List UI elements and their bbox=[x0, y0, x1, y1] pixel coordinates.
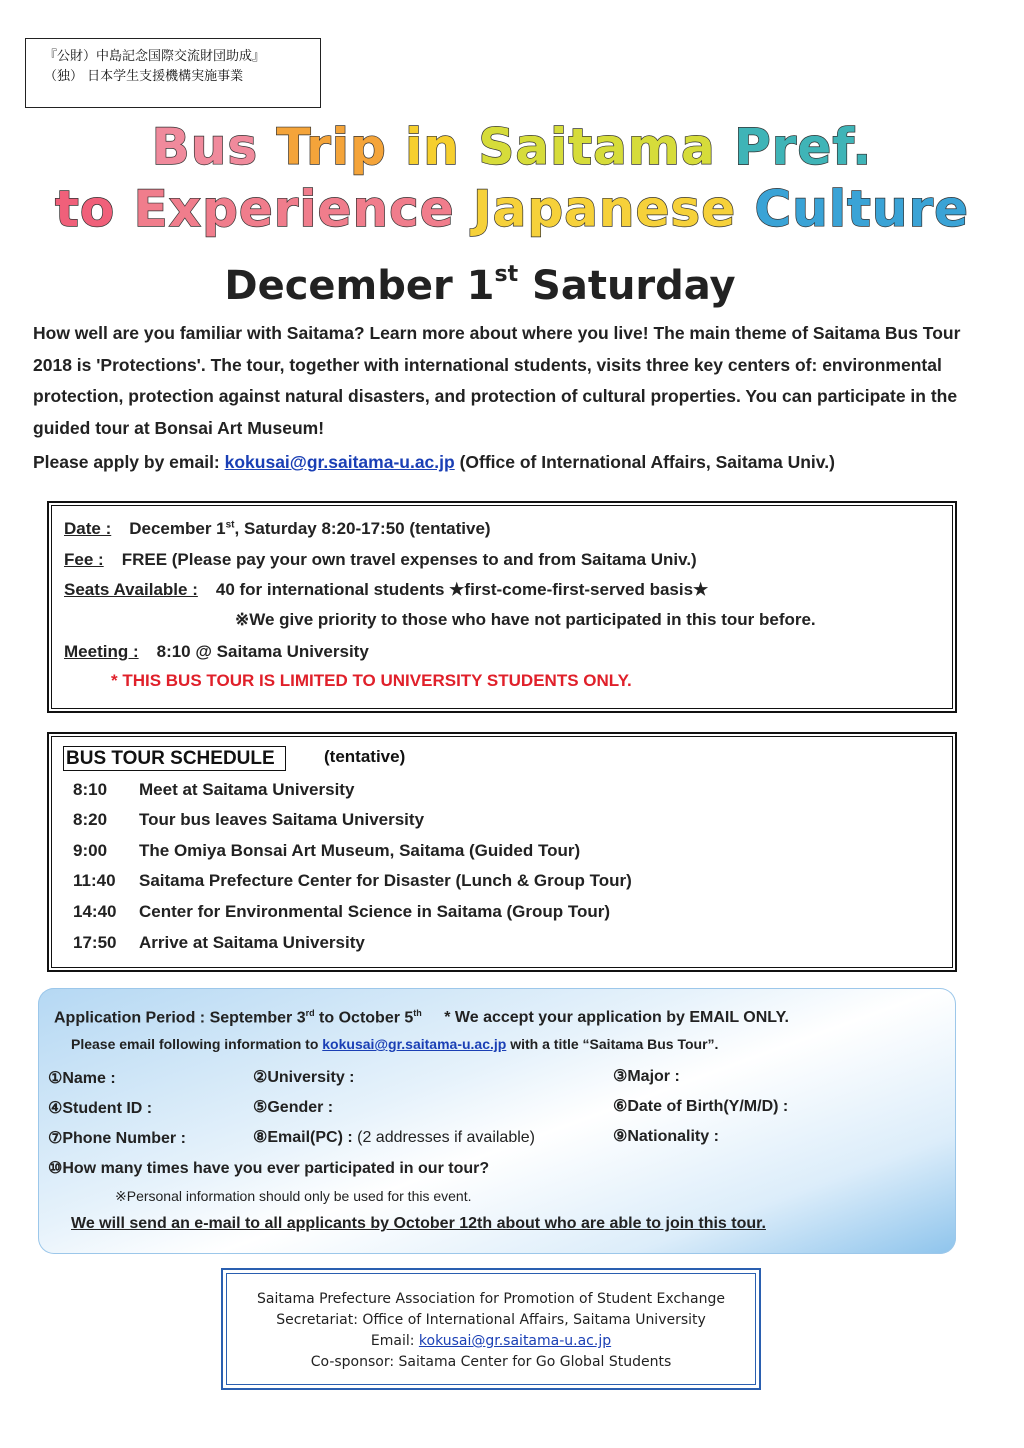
field-times: ⑩How many times have you ever participated in our tour? bbox=[48, 1160, 490, 1177]
privacy-note: ※Personal information should only be used for this event. bbox=[115, 1188, 472, 1204]
field-dob: ⑥Date of Birth(Y/M/D) : bbox=[613, 1098, 789, 1115]
title-word-in: in bbox=[405, 118, 460, 176]
title-word-culture: Culture bbox=[754, 180, 970, 238]
details-box bbox=[47, 501, 957, 713]
application-period: Application Period : September 3rd to October 5th * We accept your application by EMAIL ONLY. bbox=[54, 1008, 789, 1027]
application-instructions: Please email following information to kokusai@gr.saitama-u.ac.jp with a title “Saitama Bus Tour”. bbox=[71, 1036, 719, 1052]
title-word-pref: Pref. bbox=[734, 118, 873, 176]
field-university: ②University : bbox=[253, 1069, 355, 1086]
field-nationality: ⑨Nationality : bbox=[613, 1128, 719, 1145]
schedule-row: 14:40 Center for Environmental Science in Saitama (Group Tour) bbox=[73, 902, 611, 921]
date-row: Date : December 1st, Saturday 8:20-17:50 (tentative) bbox=[64, 519, 491, 538]
title-line-2 bbox=[0, 180, 1024, 238]
title-word-to: to bbox=[54, 180, 116, 238]
apply-email-link[interactable]: kokusai@gr.saitama-u.ac.jp bbox=[224, 452, 455, 472]
schedule-row: 8:20 Tour bus leaves Saitama University bbox=[73, 810, 425, 829]
field-phone: ⑦Phone Number : bbox=[48, 1130, 186, 1147]
seats-row: Seats Available : 40 for international students ★first-come-first-served basis★ bbox=[64, 580, 709, 599]
application-box bbox=[38, 988, 956, 1254]
schedule-title: BUS TOUR SCHEDULE bbox=[63, 746, 286, 771]
title-word-experience: Experience bbox=[133, 180, 455, 238]
meeting-row: Meeting : 8:10 @ Saitama University bbox=[64, 642, 369, 661]
sponsor-line-2: （独） 日本学生支援機構実施事業 bbox=[44, 69, 244, 84]
organizer-email-link[interactable]: kokusai@gr.saitama-u.ac.jp bbox=[418, 1333, 612, 1349]
organizer-box bbox=[221, 1268, 761, 1390]
schedule-row: 8:10 Meet at Saitama University bbox=[73, 780, 355, 799]
application-email-link[interactable]: kokusai@gr.saitama-u.ac.jp bbox=[322, 1036, 507, 1052]
title-word-trip: Trip bbox=[276, 118, 387, 176]
organizer-line-1: Saitama Prefecture Association for Promotion of Student Exchange bbox=[257, 1291, 725, 1307]
title-word-japanese: Japanese bbox=[473, 180, 737, 238]
organizer-email-line: Email: kokusai@gr.saitama-u.ac.jp bbox=[370, 1333, 612, 1349]
title-word-bus: Bus bbox=[151, 118, 259, 176]
schedule-row: 17:50 Arrive at Saitama University bbox=[73, 933, 365, 952]
field-student-id: ④Student ID : bbox=[48, 1100, 153, 1117]
field-major: ③Major : bbox=[613, 1068, 680, 1085]
organizer-line-4: Co-sponsor: Saitama Center for Go Global Students bbox=[310, 1354, 672, 1370]
date-heading: December 1st Saturday bbox=[224, 262, 736, 309]
intro-paragraph: How well are you familiar with Saitama? Learn more about where you live! The main theme of Saitama Bus Tour 2018 is 'Protections'. The tour, together with international students, visits three key centers of: environmental protection, protection against natural disasters, and protection of cultural properties. You can participate in the guided tour at Bonsai Art Museum! bbox=[33, 323, 961, 438]
sponsor-box bbox=[25, 38, 321, 108]
schedule-row: 9:00 The Omiya Bonsai Art Museum, Saitama (Guided Tour) bbox=[73, 841, 581, 860]
sponsor-line-1: 『公財）中島記念国際交流財団助成』 bbox=[44, 49, 266, 64]
title-word-saitama: Saitama bbox=[478, 118, 716, 176]
notice-line: We will send an e-mail to all applicants by October 12th about who are able to join this tour. bbox=[71, 1215, 766, 1232]
schedule-row: 11:40 Saitama Prefecture Center for Disaster (Lunch & Group Tour) bbox=[73, 871, 632, 890]
apply-line: Please apply by email: kokusai@gr.saitama-u.ac.jp (Office of International Affairs, Saitama Univ.) bbox=[33, 452, 835, 472]
field-gender: ⑤Gender : bbox=[253, 1099, 334, 1116]
field-name: ①Name : bbox=[48, 1070, 116, 1087]
limit-note: * THIS BUS TOUR IS LIMITED TO UNIVERSITY STUDENTS ONLY. bbox=[111, 671, 632, 690]
organizer-line-2: Secretariat: Office of International Affairs, Saitama University bbox=[276, 1312, 706, 1328]
schedule-note: (tentative) bbox=[324, 747, 406, 766]
priority-note: ※We give priority to those who have not participated in this tour before. bbox=[235, 610, 816, 629]
field-email: ⑧Email(PC) : (2 addresses if available) bbox=[253, 1129, 535, 1146]
fee-row: Fee : FREE (Please pay your own travel expenses to and from Saitama Univ.) bbox=[64, 550, 697, 569]
title-line-1 bbox=[0, 118, 1024, 176]
schedule-box bbox=[47, 732, 957, 972]
